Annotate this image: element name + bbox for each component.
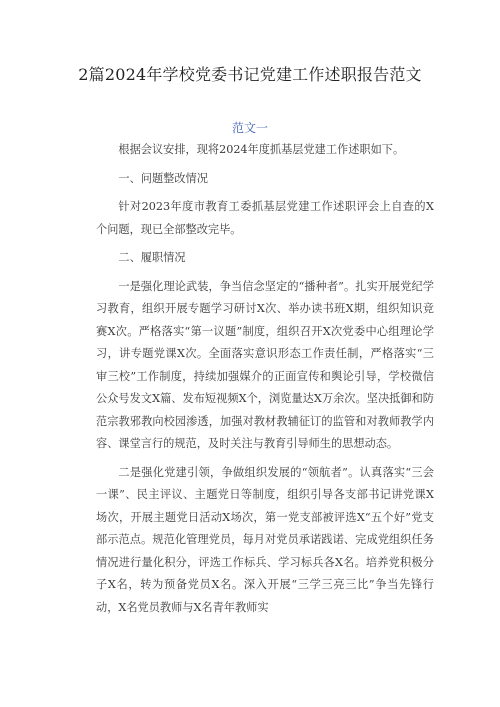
document-title: 2篇2024年学校党委书记党建工作述职报告范文 (78, 65, 422, 84)
paragraph-theory: 一是强化理论武装，争当信念坚定的“播种者”。扎实开展党纪学习教育，组织开展专题学习研讨X次、举办读书班X期，组织知识竞赛X次。严格落实“第一议题”制度，组织召开X次党委中心组理论学习，讲专题党课X次。全面落实意识形态工作责任制，严格落实“三审三校”工作制度，持续加强媒介的正面宣传和舆论引导，学校微信公众号发文X篇、发布短视频X个，浏览量达X万余次。坚决抵御和防范宗教邪教向校园渗透，加强对教材教辅征订的监管和对教师教学内容、课堂言行的规范，及时关注与教育引导师生的思想动态。 (96, 279, 434, 450)
section-heading-1: 一、问题整改情况 (118, 171, 208, 185)
section-heading-2: 二、履职情况 (118, 251, 186, 264)
paragraph-intro: 根据会议安排，现将2024年度抓基层党建工作述职如下。 (118, 143, 405, 156)
document-body (96, 139, 434, 619)
paragraph-party-building: 二是强化党建引领，争做组织发展的“领航者”。认真落实“三会一课”、民主评议、主题党日等制度，组织引导各支部书记讲党课X场次，开展主题党日活动X场次，第一党支部被评选X“五个好”党支部示范点。规范化管理党员，每月对党员承诺践诺、完成党组织任务情况进行量化积分，评选工作标兵、学习标兵各X名。培养党积极分子X名，转为预备党员X名。深入开展“三学三亮三比”争当先锋行动，X名党员教师与X名青年教师实 (96, 465, 434, 614)
document-subtitle: 范文一 (231, 121, 268, 135)
paragraph-rectification: 针对2023年度市教育工委抓基层党建工作述职评会上自查的X个问题，现已全部整改完毕。 (96, 200, 434, 236)
